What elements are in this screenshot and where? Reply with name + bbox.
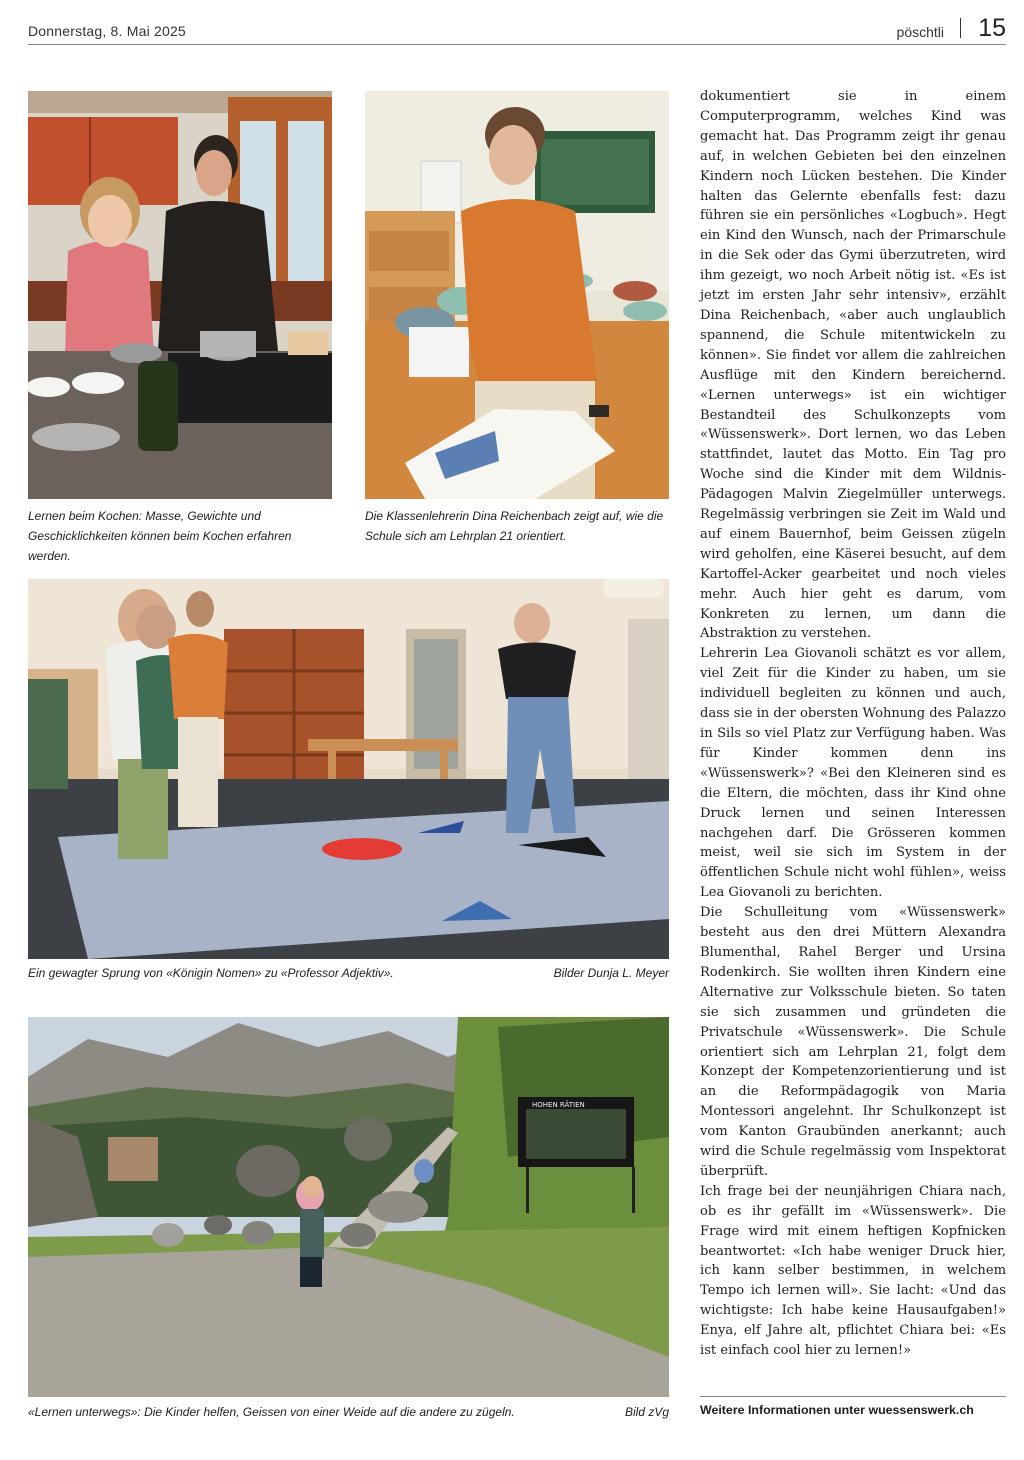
article-paragraph: Ich frage bei der neunjährigen Chiara nach, ob es ihr gefällt im «Wüssenswerk». Die Frage wird mit einem heftigen Kopfnicken beantwortet: «Ich habe weniger Druck hier, ich kann selber bestimmen, in welchem Tempo ich lernen will». Sie lacht: «Und das wichtigste: Ich habe keine Hausaufgaben!» Enya, elf Jahre alt, pflichtet Chiara bei: «Es ist einfach cool hier zu lernen!»: [700, 1183, 1006, 1359]
issue-date: Donnerstag, 8. Mai 2025: [28, 23, 186, 39]
article-paragraph: Die Schulleitung vom «Wüssenswerk» besteht aus den drei Müttern Alexandra Blumenthal, Rahel Berger und Ursina Rodenkirch. Sie wollten ihren Kindern eine Alternative zur Volksschule bieten. So taten sie sich zusammen und gründeten die Privatschule «Wüssenswerk». Die Schule orientiert sich am Lehrplan 21, folgt dem Konzept der Kompetenzorientierung und ist an die Reformpädagogik von Maria Montessori angelehnt. Ihr Schulkonzept ist vom Kanton Graubünden anerkannt; auch wird die Schule regelmässig vom Inspektorat überprüft.: [700, 905, 1006, 1179]
article-paragraph: dokumentiert sie in einem Computerprogramm, welches Kind was gemacht hat. Das Programm zeigt ihr genau auf, in welchen Gebieten bei den einzelnen Kindern noch Lücken bestehen. Die Kinder halten das Gelernte ebenfalls fest: dazu führen sie ein persönliches «Logbuch». Hegt ein Kind den Wunsch, nach der Primarschule in die Sek oder das Gymi überzutreten, wird ihm gezeigt, wo noch Arbeit nötig ist. «Es ist jetzt im ersten Jahr sehr intensiv», erzählt Dina Reichenbach, «aber auch unglaublich spannend, die Schule mitentwickeln zu können». Sie findet vor allem die zahlreichen Ausflüge mit den Kindern bereichernd. «Lernen unterwegs» ist ein wichtiger Bestandteil des Schulkonzepts vom «Wüssenswerk». Dort lernen, wo das Leben stattfindet, lautet das Motto. Ein Tag pro Woche sind die Kinder mit dem Wildnis-Pädagogen Malvin Ziegelmüller unterwegs. Regelmässig verbringen sie Zeit im Wald und auf einem Bauernhof, beim Geissen zügeln wird geholfen, eine Käserei besucht, auf dem Kartoffel-Acker gearbeitet und noch vieles mehr. Auch hier geht es darum, vom Konkreten zu lernen, um dann die Abstraktion zu verstehen.: [700, 89, 1006, 642]
photo-caption: Die Klassenlehrerin Dina Reichenbach zeigt auf, wie die Schule sich am Lehrplan 21 orientiert.: [365, 509, 664, 543]
photo-goats-hike: [28, 1017, 669, 1397]
photo-credit: Bilder Dunja L. Meyer: [553, 966, 669, 980]
photo-caption: «Lernen unterwegs»: Die Kinder helfen, Geissen von einer Weide auf die andere zu zügeln.: [28, 1405, 515, 1419]
article-text-column: [700, 87, 1006, 1361]
more-info-line: Weitere Informationen unter wuessenswerk.ch: [700, 1403, 974, 1417]
photo-credit: Bild zVg: [624, 1405, 669, 1419]
footer-divider: [700, 1396, 1006, 1397]
publication-name: pöschtli: [896, 24, 944, 40]
photo-grammar-carpet: [28, 579, 669, 959]
page-number: 15: [978, 14, 1006, 42]
photo-cooking: [28, 91, 332, 499]
photo-teacher: [365, 91, 669, 499]
sign-label: HOHEN RÄTIEN: [532, 1101, 585, 1109]
article-paragraph: Lehrerin Lea Giovanoli schätzt es vor allem, viel Zeit für die Kinder zu haben, um sie individuell begleiten zu können und auch, dass sie in der obersten Wohnung des Palazzo in Sils so viel Platz zur Verfügung haben. Was für Kinder kommen denn ins «Wüssenswerk»? «Bei den Kleineren sind es die Eltern, die möchten, dass ihr Kind ohne Druck lernen und seinen Interessen nachgehen darf. Die Grösseren kommen meist, weil sie sich im System in der öffentlichen Schule nicht wohl fühlen», weiss Lea Giovanoli zu berichten.: [700, 646, 1006, 901]
header-divider: [960, 18, 962, 38]
photo-caption: Lernen beim Kochen: Masse, Gewichte und Geschicklichkeiten können beim Kochen erfahren werden.: [28, 509, 292, 563]
page-header: [28, 14, 1006, 45]
photo-caption: Ein gewagter Sprung von «Königin Nomen» zu «Professor Adjektiv».: [28, 966, 394, 980]
